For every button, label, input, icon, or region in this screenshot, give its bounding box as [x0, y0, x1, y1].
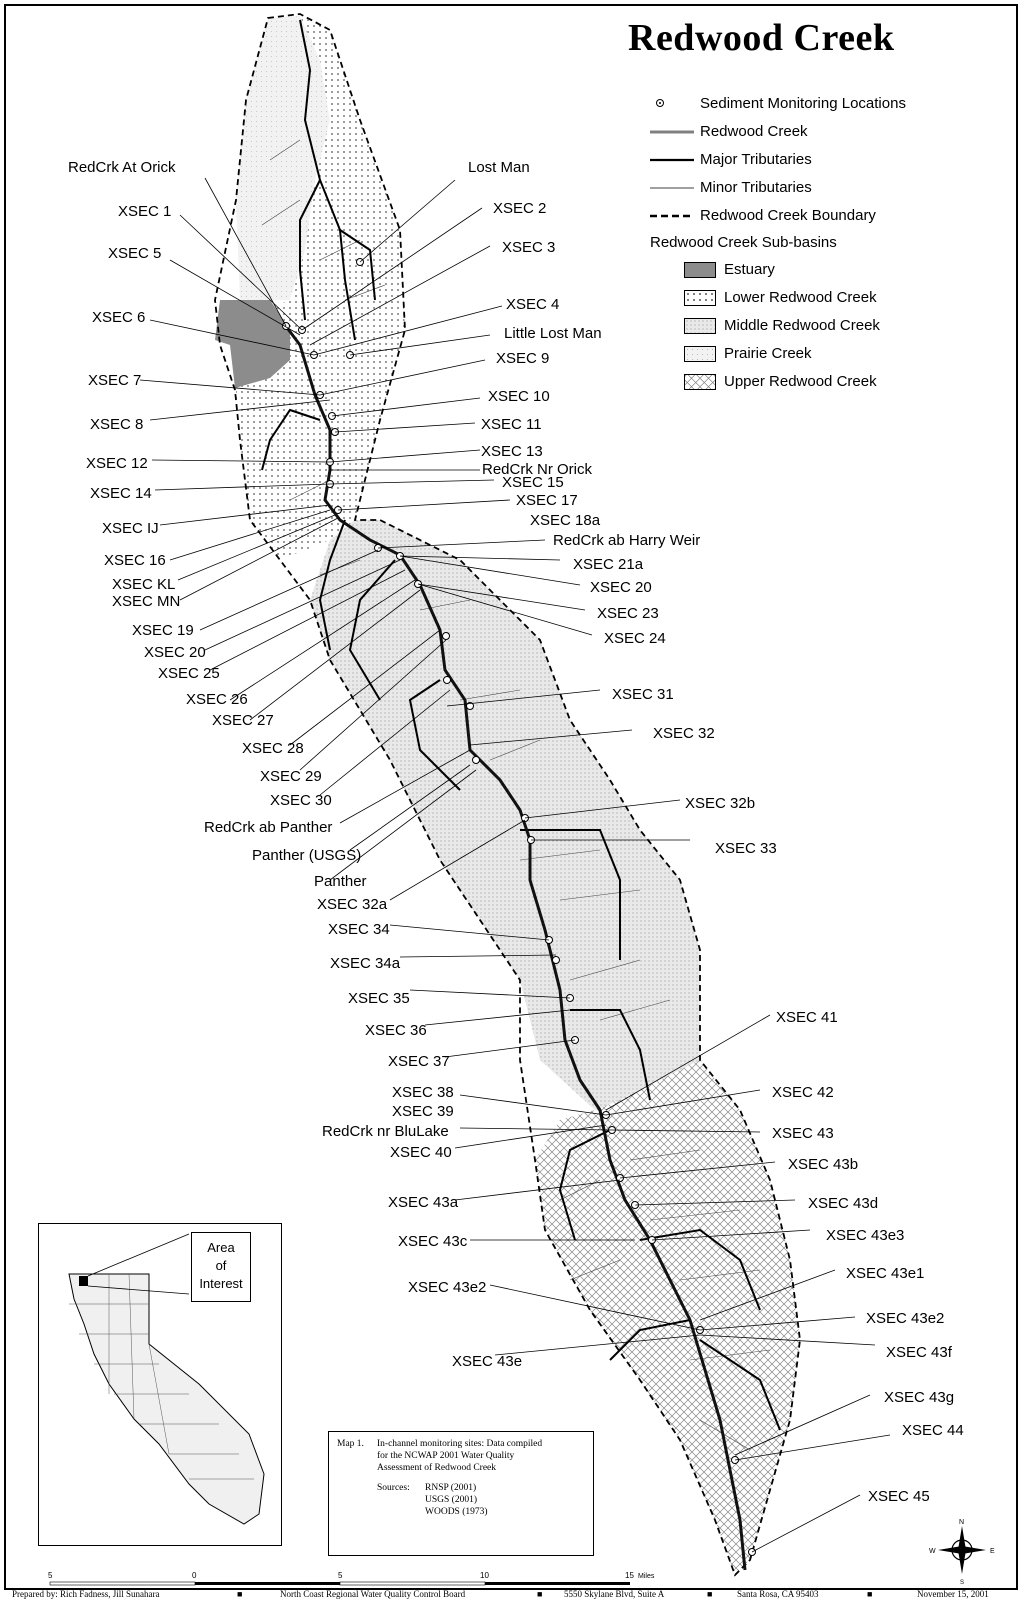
east-label: E: [990, 1548, 995, 1555]
label-xsec4: XSEC 4: [506, 296, 560, 313]
notes-line-1: In-channel monitoring sites: Data compiled: [377, 1439, 543, 1449]
label-xsec13: XSEC 13: [481, 443, 543, 460]
label-xsec8: XSEC 8: [90, 416, 144, 433]
label-xsec43b: XSEC 43b: [788, 1156, 859, 1173]
label-xsec5: XSEC 5: [108, 245, 162, 262]
legend-subbasin-middle: [650, 312, 950, 340]
monitoring-point-icon: [650, 90, 700, 118]
label-xsec41: XSEC 41: [776, 1009, 838, 1026]
label-xsec24: XSEC 24: [604, 630, 666, 647]
label-xsec35: XSEC 35: [348, 990, 410, 1007]
boundary-dashed-line-icon: [650, 202, 700, 230]
west-label: W: [929, 1548, 936, 1555]
scale-tick-1: 5: [48, 1571, 53, 1580]
label-xsec15: XSEC 15: [502, 474, 564, 491]
label-xsec6: XSEC 6: [92, 309, 146, 326]
map-title: Redwood Creek: [628, 17, 895, 59]
legend-label-redwood-creek: Redwood Creek: [700, 123, 808, 140]
notes-line-2: for the NCWAP 2001 Water Quality: [377, 1451, 515, 1461]
label-xsecij: XSEC IJ: [102, 520, 159, 537]
label-xsec19: XSEC 19: [132, 622, 194, 639]
legend-label-minor: Minor Tributaries: [700, 179, 812, 196]
label-xsec3: XSEC 3: [502, 239, 556, 256]
redwood-creek-line-icon: [650, 118, 700, 146]
label-xsec27: XSEC 27: [212, 712, 274, 729]
scale-unit: Miles: [638, 1573, 655, 1580]
prairie-swatch: [684, 346, 716, 362]
label-xsec31: XSEC 31: [612, 686, 674, 703]
label-xsec42: XSEC 42: [772, 1084, 834, 1101]
label-xsec39: XSEC 39: [392, 1103, 454, 1120]
legend-label-upper: Upper Redwood Creek: [724, 373, 877, 390]
middle-swatch: [684, 318, 716, 334]
label-xsec37: XSEC 37: [388, 1053, 450, 1070]
label-little-lost-man: Little Lost Man: [504, 325, 602, 342]
label-xsec44: XSEC 44: [902, 1422, 964, 1439]
label-xsec36: XSEC 36: [365, 1022, 427, 1039]
label-xsec2: XSEC 2: [493, 200, 547, 217]
label-xsec43: XSEC 43: [772, 1125, 834, 1142]
legend-label-estuary: Estuary: [724, 261, 775, 278]
legend-item-major: [650, 146, 950, 174]
estuary-swatch: [684, 262, 716, 278]
area-of-interest-callout: [191, 1232, 251, 1302]
label-xsec32b: XSEC 32b: [685, 795, 756, 812]
label-xsec43e2-right: XSEC 43e2: [866, 1310, 945, 1327]
label-redcrk-ab-harry-weir: RedCrk ab Harry Weir: [553, 532, 701, 549]
label-xsec45: XSEC 45: [868, 1488, 930, 1505]
aoi-line-3: Interest: [199, 1276, 243, 1291]
legend-item-monitoring: [650, 90, 950, 118]
label-xsec16: XSEC 16: [104, 552, 166, 569]
north-arrow-icon: [929, 1519, 995, 1586]
label-xsec43e1: XSEC 43e1: [846, 1265, 925, 1282]
aoi-line-2: of: [215, 1258, 227, 1273]
label-xsec9: XSEC 9: [496, 350, 550, 367]
footer-address: 5550 Skylane Blvd, Suite A: [564, 1589, 665, 1599]
legend-label-major: Major Tributaries: [700, 151, 812, 168]
label-panther: Panther: [314, 873, 367, 890]
label-xseckl: XSEC KL: [112, 576, 176, 593]
label-xsec21a: XSEC 21a: [573, 556, 644, 573]
label-xsec1: XSEC 1: [118, 203, 172, 220]
legend-item-redwood-creek: [650, 118, 950, 146]
lower-swatch: [684, 290, 716, 306]
minor-tributary-line-icon: [650, 174, 700, 202]
footer-bullet-4: ■: [867, 1589, 873, 1599]
label-xsec29: XSEC 29: [260, 768, 322, 785]
legend-item-minor: [650, 174, 950, 202]
legend-item-boundary: [650, 202, 950, 230]
label-xsec7: XSEC 7: [88, 372, 142, 389]
label-xsec10: XSEC 10: [488, 388, 550, 405]
map-notes: [328, 1431, 594, 1556]
label-xsec11: XSEC 11: [481, 416, 542, 433]
footer-prepared-by: Prepared by: Rich Fadness, Jill Sunahara: [12, 1589, 160, 1599]
label-xsec20-left: XSEC 20: [144, 644, 206, 661]
label-redcrk-at-orick: RedCrk At Orick: [68, 159, 176, 176]
footer-bullet-2: ■: [537, 1589, 543, 1599]
label-xsec28: XSEC 28: [242, 740, 304, 757]
label-xsec17: XSEC 17: [516, 492, 578, 509]
north-label: N: [959, 1519, 965, 1526]
footer-city: Santa Rosa, CA 95403: [737, 1589, 819, 1599]
upper-swatch: [684, 374, 716, 390]
label-panther-usgs: Panther (USGS): [252, 847, 362, 864]
label-xsec34: XSEC 34: [328, 921, 390, 938]
aoi-line-1: Area: [207, 1240, 235, 1255]
label-xsec32: XSEC 32: [653, 725, 715, 742]
label-xsec26: XSEC 26: [186, 691, 248, 708]
label-redcrk-ab-panther: RedCrk ab Panther: [204, 819, 333, 836]
label-xsec14: XSEC 14: [90, 485, 152, 502]
notes-sources-label: Sources:: [377, 1483, 410, 1493]
label-xsec43c: XSEC 43c: [398, 1233, 468, 1250]
label-xsec43a: XSEC 43a: [388, 1194, 459, 1211]
label-xsec43d: XSEC 43d: [808, 1195, 879, 1212]
label-xsec12: XSEC 12: [86, 455, 148, 472]
legend-subbasin-prairie: [650, 340, 950, 368]
scale-bar: [48, 1571, 655, 1585]
scale-tick-2: 0: [192, 1571, 197, 1580]
label-xsec40: XSEC 40: [390, 1144, 452, 1161]
legend-label-monitoring: Sediment Monitoring Locations: [700, 95, 906, 112]
label-xsec25: XSEC 25: [158, 665, 220, 682]
label-xsec43e2-left: XSEC 43e2: [408, 1279, 487, 1296]
notes-source-2: USGS (2001): [425, 1495, 477, 1505]
label-xsec43e: XSEC 43e: [452, 1353, 523, 1370]
notes-line-3: Assessment of Redwood Creek: [377, 1463, 496, 1473]
legend-label-middle: Middle Redwood Creek: [724, 317, 880, 334]
label-lost-man: Lost Man: [468, 159, 530, 176]
map-footer: [12, 1589, 1012, 1601]
legend-subbasin-estuary: [650, 256, 950, 284]
label-xsec30: XSEC 30: [270, 792, 332, 809]
legend-subbasins-header: Redwood Creek Sub-basins: [650, 234, 837, 251]
legend-label-prairie: Prairie Creek: [724, 345, 812, 362]
notes-source-1: RNSP (2001): [425, 1483, 477, 1493]
notes-source-3: WOODS (1973): [425, 1507, 488, 1517]
label-redcrk-nr-orick: RedCrk Nr Orick: [482, 461, 593, 478]
scale-tick-4: 10: [480, 1571, 489, 1580]
label-xsec20-right: XSEC 20: [590, 579, 652, 596]
footer-board: North Coast Regional Water Quality Control Board: [280, 1589, 466, 1599]
footer-bullet-1: ■: [237, 1589, 243, 1599]
label-xsec43g: XSEC 43g: [884, 1389, 955, 1406]
label-xsec43e3: XSEC 43e3: [826, 1227, 905, 1244]
label-xsec33: XSEC 33: [715, 840, 777, 857]
scale-tick-5: 15: [625, 1571, 634, 1580]
legend-subbasin-upper: [650, 368, 950, 396]
label-xsec18a: XSEC 18a: [530, 512, 601, 529]
footer-date: November 15, 2001: [917, 1589, 989, 1599]
label-xsec23: XSEC 23: [597, 605, 659, 622]
legend-label-lower: Lower Redwood Creek: [724, 289, 877, 306]
label-redcrk-nr-blulake: RedCrk nr BluLake: [322, 1123, 449, 1140]
scale-tick-3: 5: [338, 1571, 343, 1580]
label-xsec34a: XSEC 34a: [330, 955, 401, 972]
label-xsec32a: XSEC 32a: [317, 896, 388, 913]
footer-bullet-3: ■: [707, 1589, 713, 1599]
label-xsec43f: XSEC 43f: [886, 1344, 952, 1361]
legend-label-boundary: Redwood Creek Boundary: [700, 207, 876, 224]
label-xsec38: XSEC 38: [392, 1084, 454, 1101]
legend-subbasin-lower: [650, 284, 950, 312]
notes-map-label: Map 1.: [337, 1439, 364, 1449]
major-tributary-line-icon: [650, 146, 700, 174]
label-xsecmn: XSEC MN: [112, 593, 181, 610]
south-label: S: [960, 1580, 965, 1586]
map-legend: [650, 90, 950, 396]
